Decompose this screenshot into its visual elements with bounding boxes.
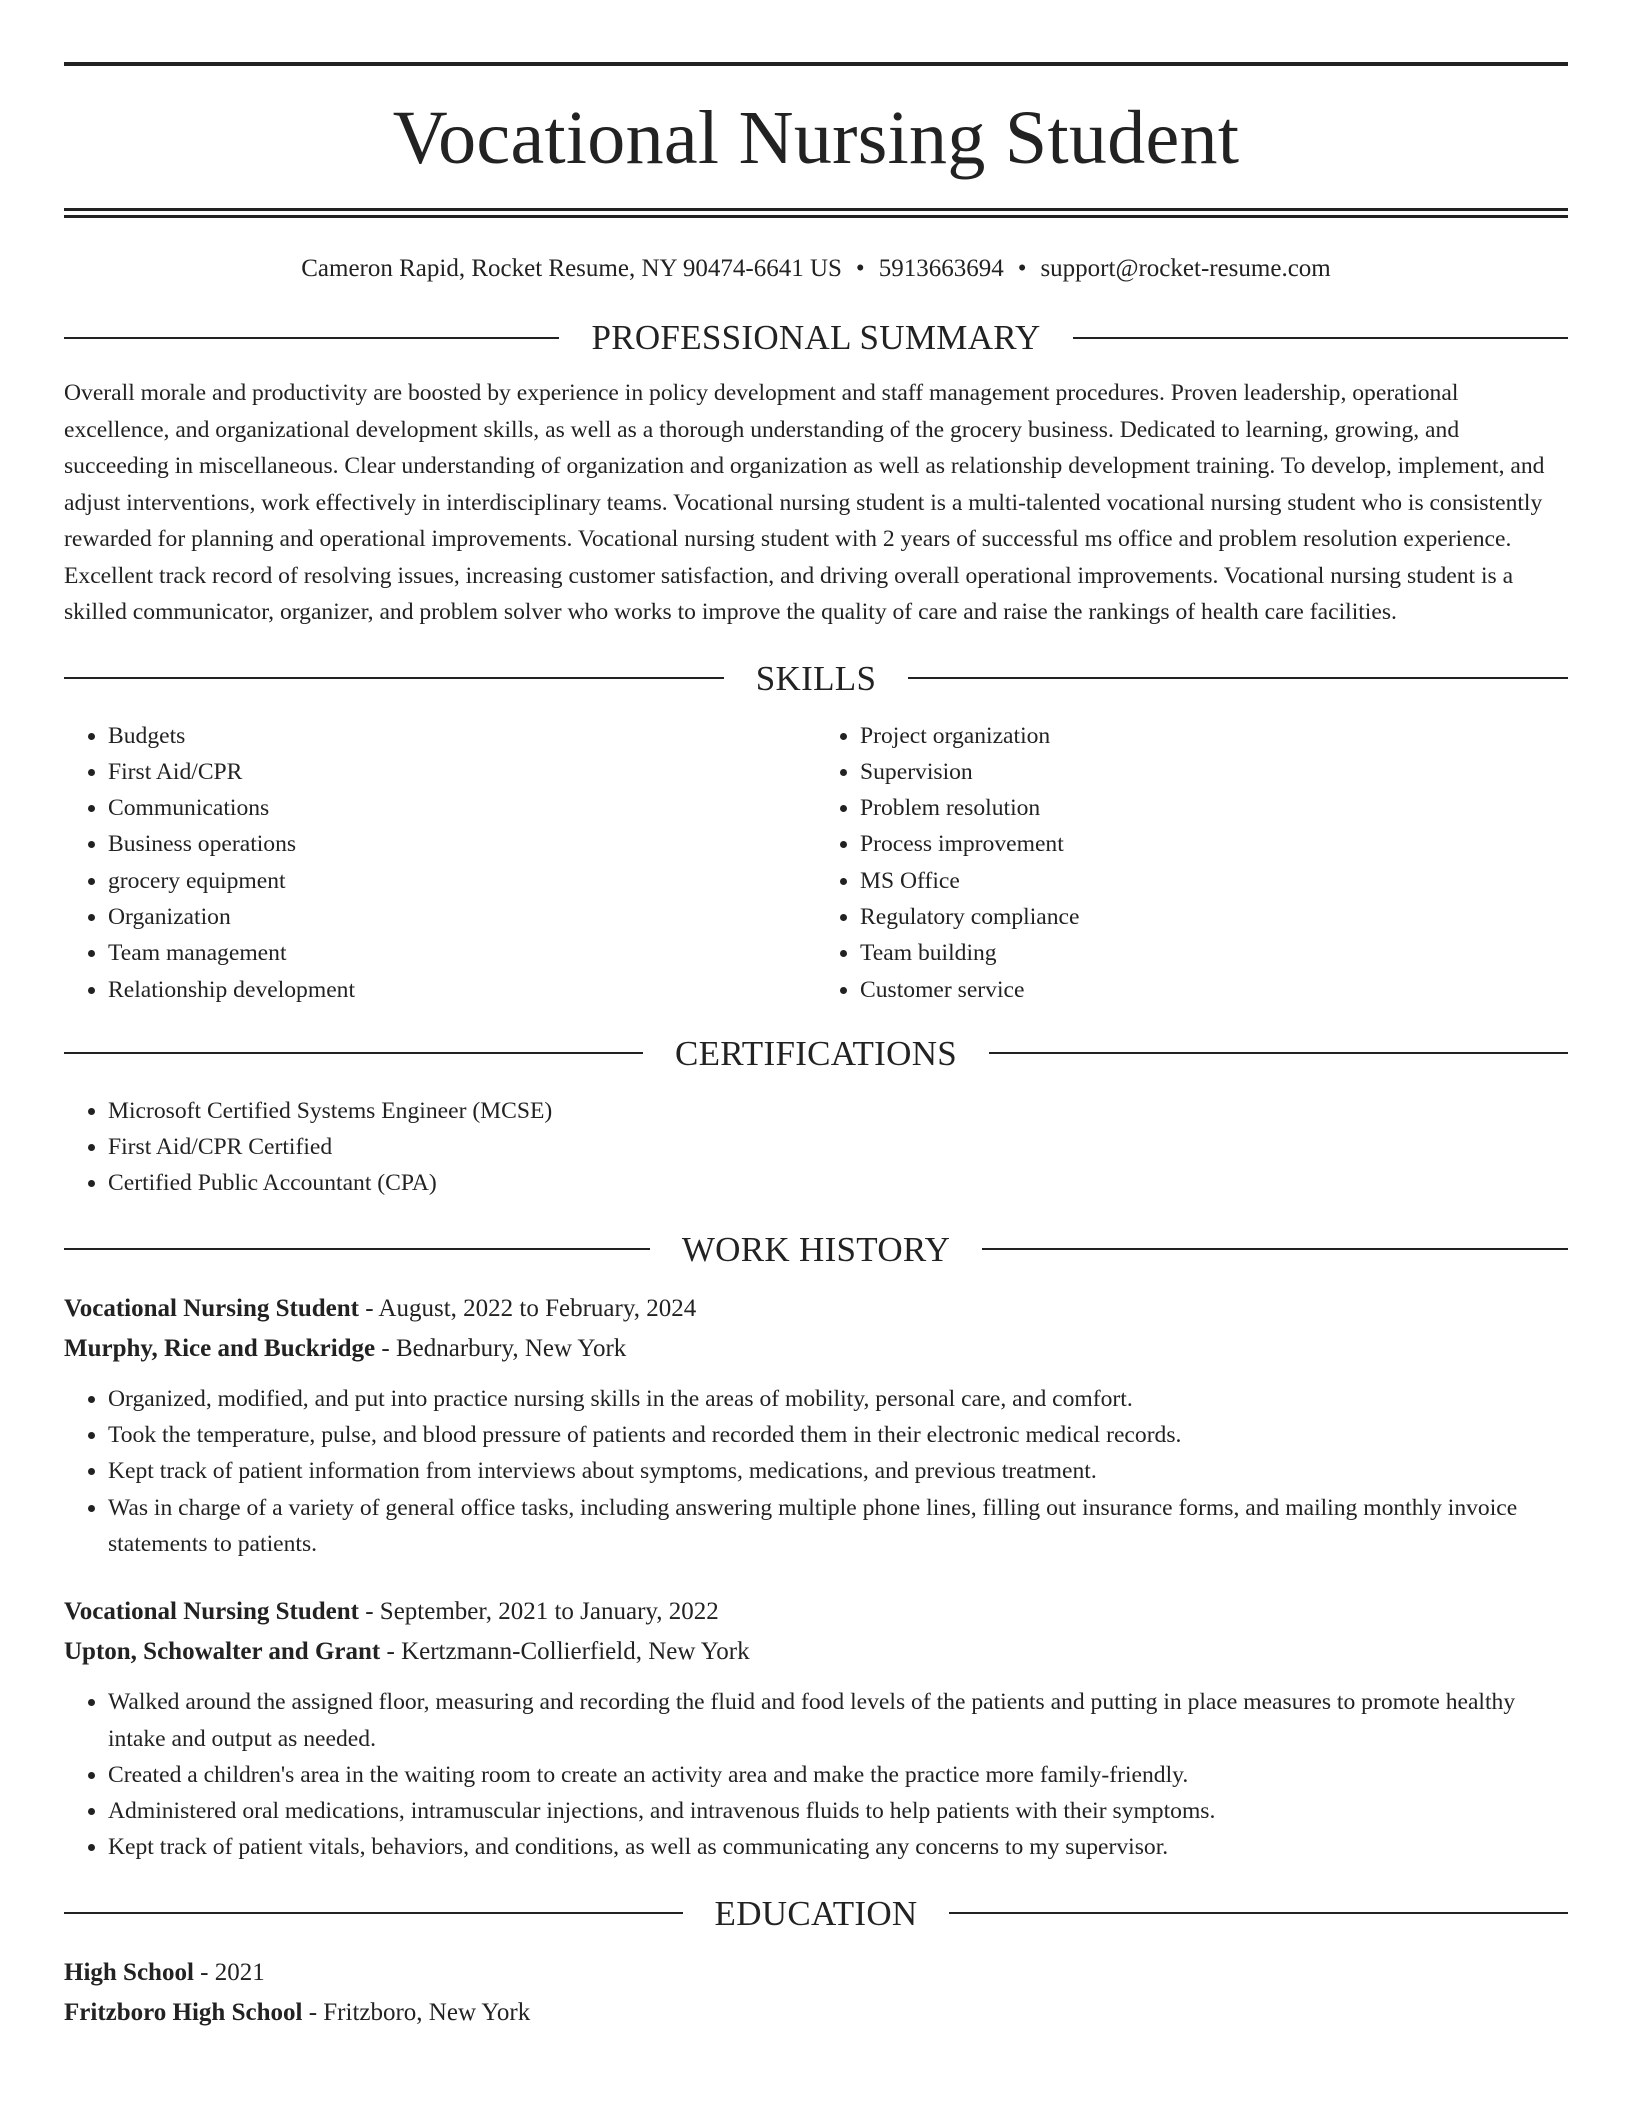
job-location: - Bednarbury, New York [375,1334,627,1362]
contact-email: support@rocket-resume.com [1040,255,1331,282]
skill-item: • Communications [108,790,816,826]
skill-item: • Relationship development [108,972,816,1008]
job-company-line [64,1632,1568,1672]
heading-rule-left [64,1912,683,1914]
education-heading-label: EDUCATION [714,1893,918,1933]
job-duty-item: • Kept track of patient information from interviews about symptoms, medications, and previous treatment. [108,1453,1568,1489]
job-dates: - August, 2022 to February, 2024 [358,1294,697,1322]
contact-line [64,254,1568,284]
contact-address: Cameron Rapid, Rocket Resume, NY 90474-6641 US [301,255,842,282]
job-company: Murphy, Rice and Buckridge [64,1334,376,1362]
skills-list [64,718,1568,1008]
certifications-heading-label: CERTIFICATIONS [674,1033,958,1073]
education-school-line [64,1993,1568,2033]
job-dates: - September, 2021 to January, 2022 [358,1598,719,1626]
certification-item: • First Aid/CPR Certified [108,1129,1568,1165]
heading-rule-left [64,337,559,339]
job-entry [64,1289,1568,1562]
skill-item: • Project organization [860,718,1568,754]
certifications-list [64,1093,1568,1202]
job-company-line [64,1329,1568,1369]
skill-item: • Process improvement [860,826,1568,862]
skill-item: • Customer service [860,972,1568,1008]
skill-item: • grocery equipment [108,863,816,899]
education-location: - Fritzboro, New York [302,1998,531,2026]
job-duty-item: • Walked around the assigned floor, measuring and recording the fluid and food levels of the patients and putting in place measures to promote healthy intake and output as needed. [108,1684,1568,1757]
education-school: Fritzboro High School [64,1998,303,2026]
skill-item: • Supervision [860,754,1568,790]
job-title: Vocational Nursing Student [64,1598,359,1626]
heading-rule-right [949,1912,1568,1914]
skill-item: • Team management [108,935,816,971]
heading-rule-right [1073,337,1568,339]
certification-item: • Certified Public Accountant (CPA) [108,1165,1568,1201]
contact-separator: • [855,255,865,282]
work-history-heading-label: WORK HISTORY [681,1229,951,1269]
job-location: - Kertzmann-Collierfield, New York [380,1638,750,1666]
education-degree-line [64,1953,1568,1993]
job-title-line [64,1592,1568,1632]
job-duty-item: • Kept track of patient vitals, behaviors, and conditions, as well as communicating any concerns to my supervisor. [108,1829,1568,1865]
job-entry [64,1592,1568,1865]
contact-phone: 5913663694 [878,255,1004,282]
job-company: Upton, Schowalter and Grant [64,1638,381,1666]
education-section-heading [64,1893,1568,1933]
work-history-section-heading [64,1229,1568,1269]
resume-title: Vocational Nursing Student [392,96,1240,180]
education-degree: High School [64,1958,194,1986]
certification-item: • Microsoft Certified Systems Engineer (MCSE) [108,1093,1568,1129]
skill-item: • First Aid/CPR [108,754,816,790]
summary-heading-label: PROFESSIONAL SUMMARY [591,318,1041,357]
job-duty-item: • Created a children's area in the waiting room to create an activity area and make the practice more family-friendly. [108,1757,1568,1793]
job-duties-list [64,1684,1568,1865]
skills-column-left [64,718,816,1008]
job-duty-item: • Organized, modified, and put into practice nursing skills in the areas of mobility, personal care, and comfort. [108,1381,1568,1417]
heading-rule-left [64,1052,643,1054]
job-duty-item: • Administered oral medications, intramuscular injections, and intravenous fluids to help patients with their symptoms. [108,1793,1568,1829]
heading-rule-left [64,677,724,679]
skill-item: • Organization [108,899,816,935]
heading-rule-right [989,1052,1568,1054]
job-duty-item: • Took the temperature, pulse, and blood pressure of patients and recorded them in their electronic medical records. [108,1417,1568,1453]
skill-item: • Business operations [108,826,816,862]
heading-rule-right [908,677,1568,679]
professional-summary-text: Overall morale and productivity are boosted by experience in policy development and staff management procedures. Proven leadership, operational excellence, and organizational development skills, as well as a thorough understanding of the grocery business. Dedicated to learning, growing, and succeeding in miscellaneous. Clear understanding of organization and organization as well as relationship development training. To develop, implement, and adjust interventions, work effectively in interdisciplinary teams. Vocational nursing student is a multi-talented vocational nursing student who is consistently rewarded for planning and operational improvements. Vocational nursing student with 2 years of successful ms office and problem resolution experience. Excellent track record of resolving issues, increasing customer satisfaction, and driving overall operational improvements. Vocational nursing student is a skilled communicator, organizer, and problem solver who works to improve the quality of care and raise the rankings of health care facilities. [64,380,1545,625]
job-title-line [64,1289,1568,1329]
title-double-rule [64,208,1568,218]
heading-rule-right [982,1248,1568,1250]
contact-separator: • [1017,255,1027,282]
job-title: Vocational Nursing Student [64,1294,359,1322]
skills-heading-label: SKILLS [755,658,877,698]
skill-item: • Problem resolution [860,790,1568,826]
skill-item: • Regulatory compliance [860,899,1568,935]
skill-item: • Team building [860,935,1568,971]
certifications-section-heading [64,1033,1568,1073]
education-year: - 2021 [193,1958,265,1986]
job-duties-list [64,1381,1568,1562]
job-duty-item: • Was in charge of a variety of general office tasks, including answering multiple phone lines, filling out insurance forms, and mailing monthly invoice statements to patients. [108,1490,1568,1563]
summary-section-heading [64,320,1568,355]
education-entry [64,1953,1568,2033]
skill-item: • Budgets [108,718,816,754]
skills-section-heading [64,658,1568,698]
heading-rule-left [64,1248,650,1250]
skill-item: • MS Office [860,863,1568,899]
skills-column-right [816,718,1568,1008]
